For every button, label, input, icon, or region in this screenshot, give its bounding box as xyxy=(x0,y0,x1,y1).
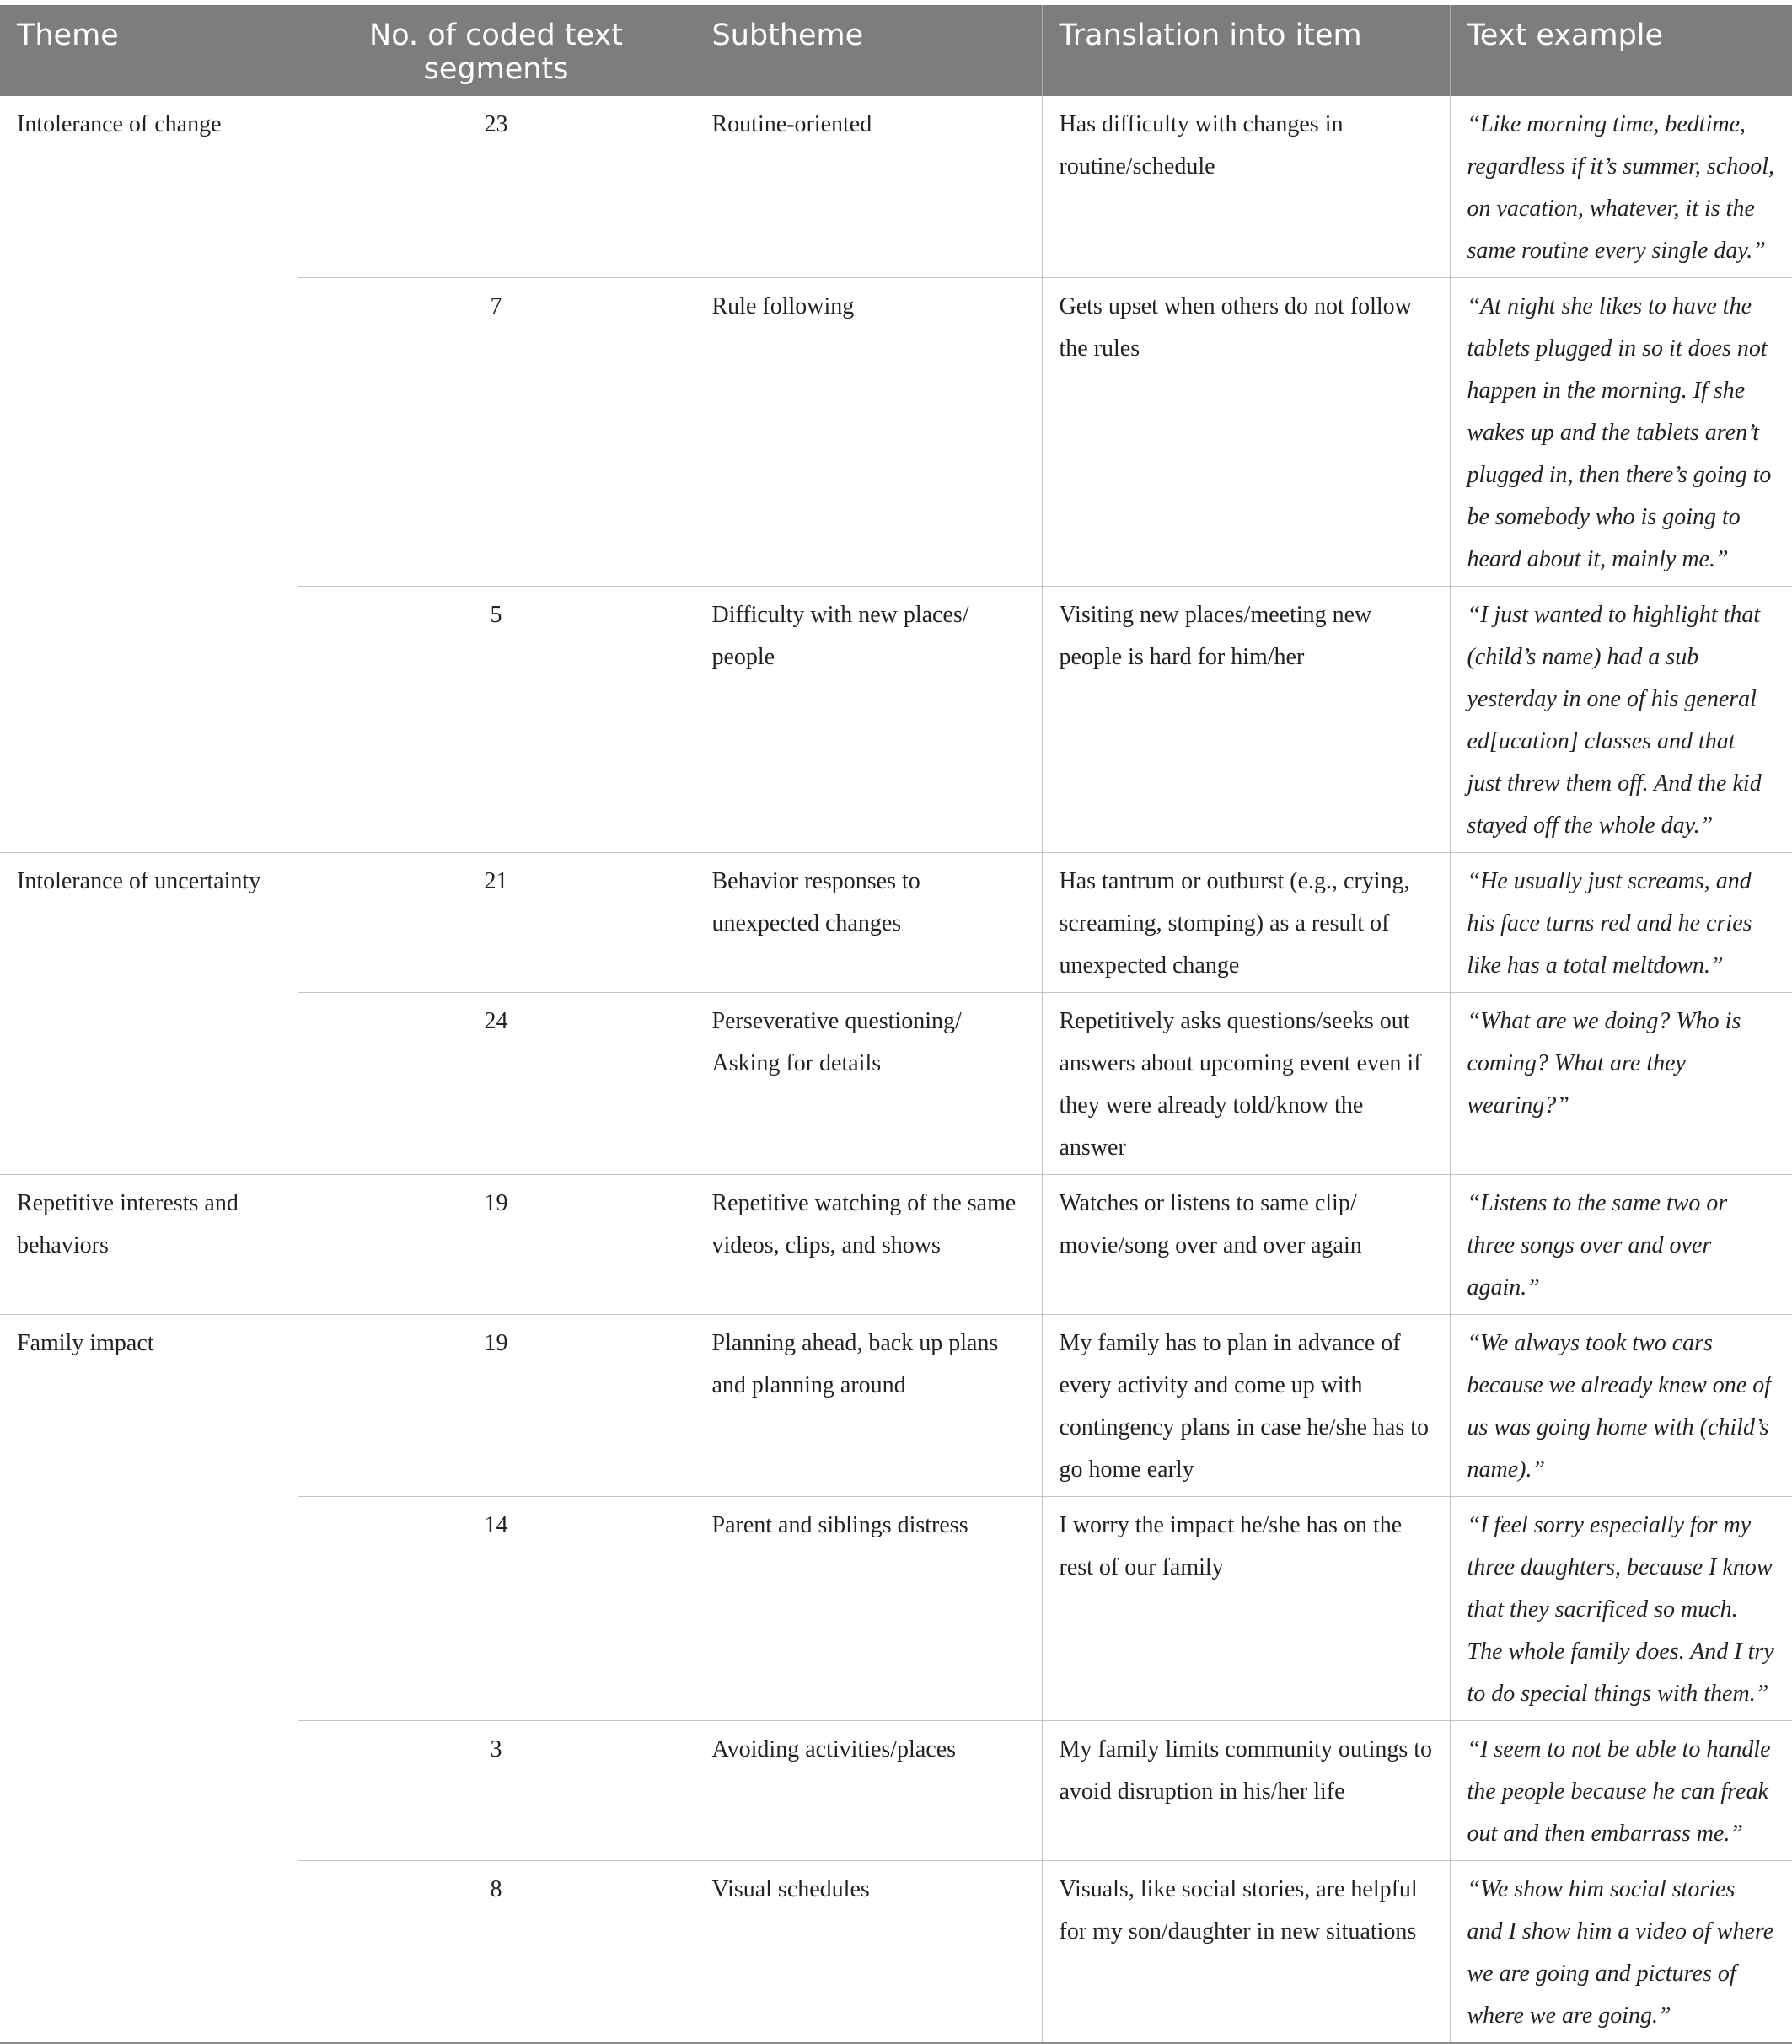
example-cell: “We show him social stories and I show him a video of where we are going and pictures of where we are going.” xyxy=(1450,1861,1792,2044)
count-cell: 24 xyxy=(298,993,695,1175)
item-cell: Has tantrum or outburst (e.g., crying, screaming, stomping) as a result of unexpected change xyxy=(1042,853,1450,993)
count-cell: 14 xyxy=(298,1497,695,1721)
count-cell: 8 xyxy=(298,1861,695,2044)
subtheme-cell: Parent and siblings distress xyxy=(695,1497,1042,1721)
header-count: No. of coded text segments xyxy=(298,5,695,96)
subtheme-cell: Rule following xyxy=(695,278,1042,587)
count-cell: 19 xyxy=(298,1315,695,1497)
count-cell: 19 xyxy=(298,1175,695,1315)
themes-table xyxy=(0,5,1792,2044)
item-cell: Watches or listens to same clip/ movie/song over and over again xyxy=(1042,1175,1450,1315)
header-item: Translation into item xyxy=(1042,5,1450,96)
item-cell: I worry the impact he/she has on the rest of our family xyxy=(1042,1497,1450,1721)
example-cell: “I feel sorry especially for my three daughters, because I know that they sacrificed so much. The whole family does. And I try to do special things with them.” xyxy=(1450,1497,1792,1721)
header-example: Text example xyxy=(1450,5,1792,96)
subtheme-cell: Visual schedules xyxy=(695,1861,1042,2044)
subtheme-cell: Avoiding activities/places xyxy=(695,1721,1042,1861)
item-cell: Gets upset when others do not follow the rules xyxy=(1042,278,1450,587)
theme-cell: Family impact xyxy=(0,1315,298,2044)
count-cell: 5 xyxy=(298,587,695,853)
count-cell: 7 xyxy=(298,278,695,587)
item-cell: My family has to plan in advance of every activity and come up with contingency plans in case he/she has to go home early xyxy=(1042,1315,1450,1497)
item-cell: Has difficulty with changes in routine/schedule xyxy=(1042,96,1450,278)
table-row xyxy=(0,96,1792,278)
theme-cell: Intolerance of change xyxy=(0,96,298,853)
item-cell: Visuals, like social stories, are helpful for my son/daughter in new situations xyxy=(1042,1861,1450,2044)
example-cell: “At night she likes to have the tablets plugged in so it does not happen in the morning. If she wakes up and the tablets aren’t plugged in, then there’s going to be somebody who is going to heard about it, mainly me.” xyxy=(1450,278,1792,587)
example-cell: “Listens to the same two or three songs over and over again.” xyxy=(1450,1175,1792,1315)
subtheme-cell: Behavior responses to unexpected changes xyxy=(695,853,1042,993)
item-cell: My family limits community outings to avoid disruption in his/her life xyxy=(1042,1721,1450,1861)
example-cell: “I seem to not be able to handle the people because he can freak out and then embarrass me.” xyxy=(1450,1721,1792,1861)
example-cell: “Like morning time, bedtime, regardless if it’s summer, school, on vacation, whatever, it is the same routine every single day.” xyxy=(1450,96,1792,278)
table-row xyxy=(0,853,1792,993)
example-cell: “He usually just screams, and his face turns red and he cries like has a total meltdown.” xyxy=(1450,853,1792,993)
subtheme-cell: Perseverative questioning/ Asking for details xyxy=(695,993,1042,1175)
table-row xyxy=(0,1175,1792,1315)
subtheme-cell: Routine-oriented xyxy=(695,96,1042,278)
count-cell: 21 xyxy=(298,853,695,993)
subtheme-cell: Repetitive watching of the same videos, clips, and shows xyxy=(695,1175,1042,1315)
example-cell: “We always took two cars because we already knew one of us was going home with (child’s name).” xyxy=(1450,1315,1792,1497)
count-cell: 3 xyxy=(298,1721,695,1861)
item-cell: Visiting new places/meeting new people is hard for him/her xyxy=(1042,587,1450,853)
item-cell: Repetitively asks questions/seeks out answers about upcoming event even if they were already told/know the answer xyxy=(1042,993,1450,1175)
subtheme-cell: Difficulty with new places/ people xyxy=(695,587,1042,853)
theme-cell: Intolerance of uncertainty xyxy=(0,853,298,1175)
header-theme: Theme xyxy=(0,5,298,96)
example-cell: “What are we doing? Who is coming? What are they wearing?” xyxy=(1450,993,1792,1175)
header-row xyxy=(0,5,1792,96)
count-cell: 23 xyxy=(298,96,695,278)
header-subtheme: Subtheme xyxy=(695,5,1042,96)
example-cell: “I just wanted to highlight that (child’s name) had a sub yesterday in one of his general ed[ucation] classes and that just threw them off. And the kid stayed off the whole day.” xyxy=(1450,587,1792,853)
theme-cell: Repetitive interests and behaviors xyxy=(0,1175,298,1315)
table-row xyxy=(0,1315,1792,1497)
subtheme-cell: Planning ahead, back up plans and planning around xyxy=(695,1315,1042,1497)
